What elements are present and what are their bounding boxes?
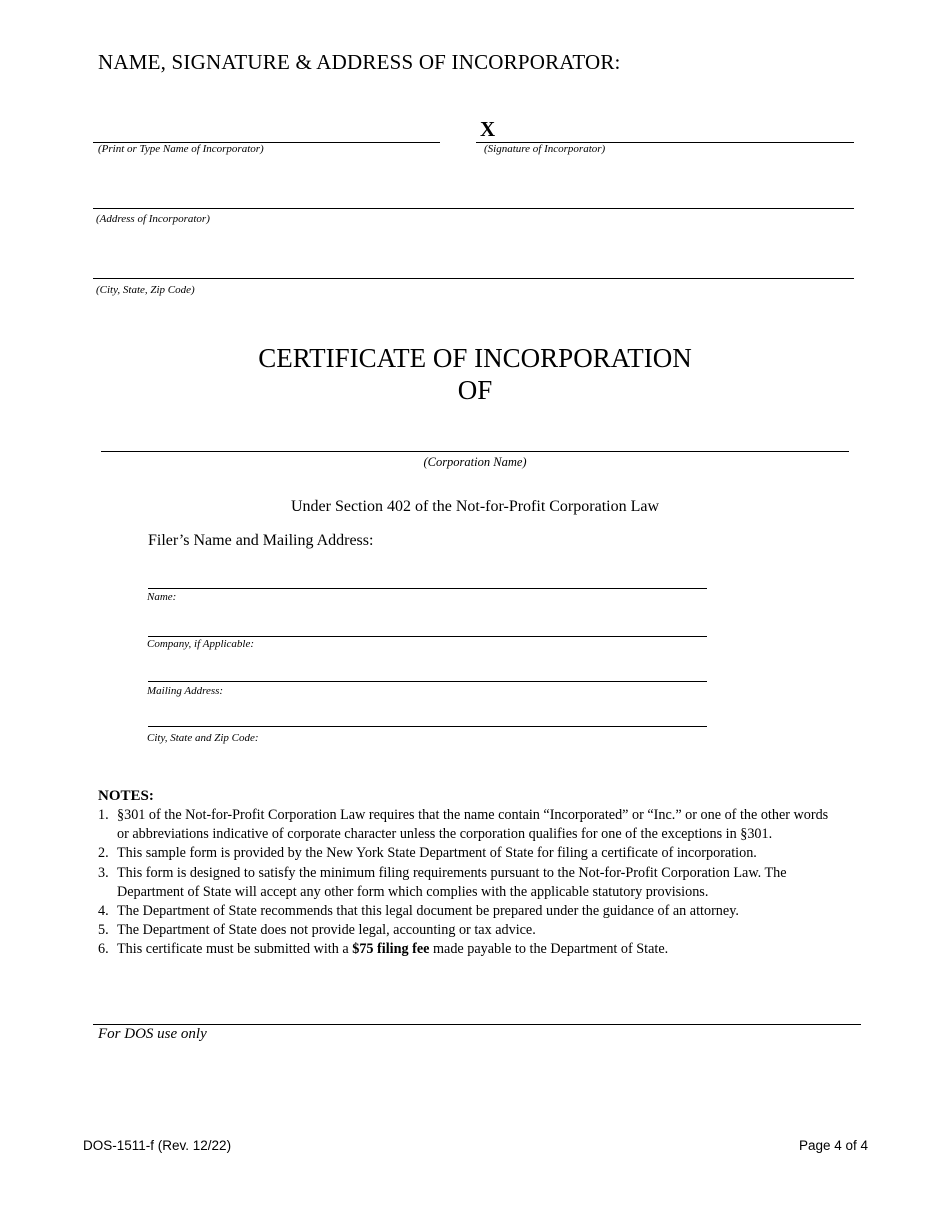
incorporator-signature-label: (Signature of Incorporator) (484, 143, 606, 155)
dos-use-label: For DOS use only (98, 1026, 207, 1042)
note-item (98, 864, 838, 902)
filing-fee: $75 filing fee (352, 941, 430, 958)
filer-mailing-line[interactable] (148, 681, 707, 682)
filer-mailing-label: Mailing Address: (147, 685, 224, 697)
note-text: The Department of State does not provide legal, accounting or tax advice. (117, 922, 536, 939)
note-number: 6. (98, 941, 109, 958)
signature-mark: X (480, 117, 496, 141)
certificate-title-line1: CERTIFICATE OF INCORPORATION (258, 343, 692, 373)
incorporator-city-label: (City, State, Zip Code) (96, 284, 195, 296)
note-item-fee (98, 940, 838, 959)
filer-name-label: Name: (147, 591, 177, 603)
certificate-title-line2: OF (457, 375, 493, 405)
notes-heading: NOTES: (98, 788, 154, 804)
filer-name-line[interactable] (148, 588, 707, 589)
incorporator-heading: NAME, SIGNATURE & ADDRESS OF INCORPORATOR: (98, 50, 621, 74)
note-text: This form is designed to satisfy the minimum filing requirements pursuant to the Not-for-Profit Corporation Law. The Department of State will accept any other form which complies with the applicable statutory provisions. (117, 864, 787, 900)
note-text: §301 of the Not-for-Profit Corporation Law requires that the name contain “Incorporated” or “Inc.” or one of the other words or abbreviations indicative of corporate character unless the corporation qualifies for one of the exceptions in §301. (117, 807, 829, 843)
filer-city-label: City, State and Zip Code: (147, 732, 259, 744)
note-item (98, 806, 838, 844)
filer-heading: Filer’s Name and Mailing Address: (148, 532, 374, 549)
filer-city-line[interactable] (148, 726, 707, 727)
note-number: 1. (98, 807, 109, 823)
filer-company-label: Company, if Applicable: (147, 638, 255, 650)
note-number: 4. (98, 903, 109, 920)
page-number: Page 4 of 4 (798, 1138, 868, 1153)
form-id: DOS-1511-f (Rev. 12/22) (83, 1138, 232, 1153)
note-number: 5. (98, 922, 109, 939)
note-number: 3. (98, 864, 109, 881)
incorporator-address-line[interactable] (93, 208, 854, 209)
filer-company-line[interactable] (148, 636, 707, 637)
notes-list (98, 806, 838, 960)
incorporator-name-label: (Print or Type Name of Incorporator) (98, 143, 264, 155)
corporation-name-line[interactable] (101, 451, 849, 452)
note-text: The Department of State recommends that this legal document be prepared under the guidance of an attorney. (117, 903, 739, 920)
note-item (98, 902, 838, 921)
note-text: made payable to the Department of State. (429, 941, 669, 958)
dos-use-line (93, 1024, 861, 1025)
certificate-subtitle: Under Section 402 of the Not-for-Profit Corporation Law (290, 498, 660, 515)
incorporator-address-label: (Address of Incorporator) (96, 213, 210, 225)
note-text: This sample form is provided by the New York State Department of State for filing a certificate of incorporation. (117, 845, 757, 862)
corporation-name-label: (Corporation Name) (423, 455, 527, 469)
note-number: 2. (98, 845, 109, 862)
incorporator-city-line[interactable] (93, 278, 854, 279)
note-item (98, 921, 838, 940)
note-item (98, 844, 838, 863)
note-text: This certificate must be submitted with a (117, 941, 353, 958)
